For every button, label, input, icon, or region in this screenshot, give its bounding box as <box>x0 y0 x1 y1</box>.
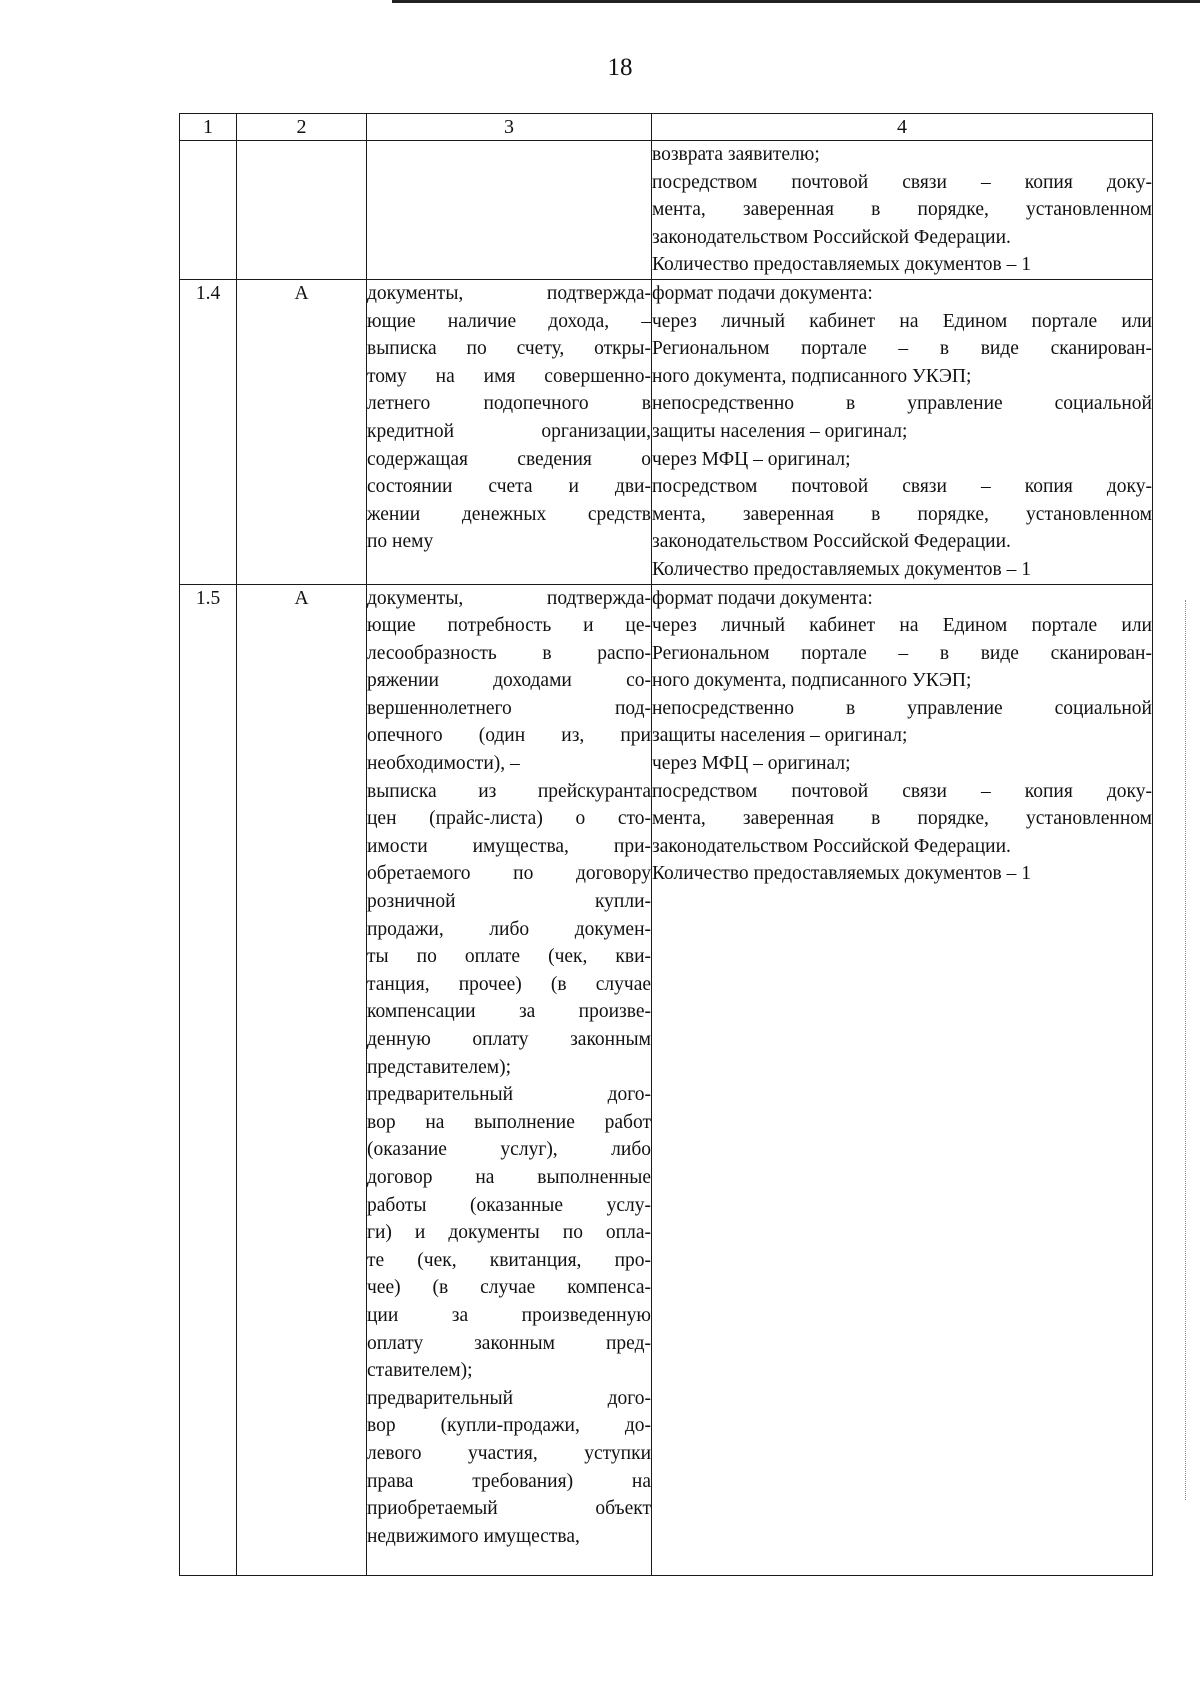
description-line: по нему <box>367 531 434 553</box>
row-number-cell <box>180 141 237 280</box>
document-description-cell <box>367 279 652 584</box>
submission-format-line: защиты населения – оригинал; <box>652 420 908 442</box>
description-line: предварительный дого- <box>367 1387 651 1409</box>
description-line: обретаемого по договору <box>367 863 651 885</box>
row-code-cell <box>237 141 367 280</box>
submission-format-line: мента, заверенная в порядке, установленном <box>652 808 1152 830</box>
description-line: компенсации за произве- <box>367 1001 651 1023</box>
submission-format-line: мента, заверенная в порядке, установленном <box>652 199 1152 221</box>
description-line: левого участия, уступки <box>367 1442 651 1464</box>
description-line: ставителем); <box>367 1360 473 1382</box>
description-line: представителем); <box>367 1056 512 1078</box>
submission-format-line: законодательством Российской Федерации. <box>652 226 1011 248</box>
submission-format-line: непосредственно в управление социальной <box>652 697 1152 719</box>
submission-format-line: через личный кабинет на Едином портале или <box>652 310 1152 332</box>
document-table <box>179 113 1153 1576</box>
description-line: (оказание услуг), либо <box>367 1139 651 1161</box>
submission-format-line: ного документа, подписанного УКЭП; <box>652 365 972 387</box>
column-header-4: 4 <box>652 114 1153 141</box>
description-line: ты по оплате (чек, кви- <box>367 946 651 968</box>
description-line: договор на выполненные <box>367 1166 651 1188</box>
description-line: имости имущества, при- <box>367 835 651 857</box>
submission-format-cell <box>652 141 1153 280</box>
description-line: те (чек, квитанция, про- <box>367 1249 651 1271</box>
description-line: жении денежных средств <box>367 503 651 525</box>
table-row <box>180 279 1153 584</box>
page-top-edge-line <box>392 0 1200 3</box>
description-line: приобретаемый объект <box>367 1498 651 1520</box>
page-number: 18 <box>607 54 633 81</box>
description-line: вор (купли-продажи, до- <box>367 1415 651 1437</box>
page-right-edge-line <box>1184 600 1186 1500</box>
table-body <box>180 141 1153 1576</box>
table-row <box>180 141 1153 280</box>
description-line: недвижимого имущества, <box>367 1525 580 1547</box>
description-line: предварительный дого- <box>367 1084 651 1106</box>
description-line: продажи, либо докумен- <box>367 918 651 940</box>
description-line: денную оплату законным <box>367 1029 651 1050</box>
description-line: выписка из прейскуранта <box>367 780 651 802</box>
description-line: необходимости), – <box>367 753 520 775</box>
submission-format-line: Региональном портале – в виде сканирован- <box>652 642 1152 664</box>
description-line: летнего подопечного в <box>367 393 651 415</box>
submission-format-line: ного документа, подписанного УКЭП; <box>652 670 972 692</box>
description-line: ряжении доходами со- <box>367 670 651 692</box>
description-line: ги) и документы по опла- <box>367 1222 651 1244</box>
submission-format-line: законодательством Российской Федерации. <box>652 835 1011 857</box>
description-line: лесообразность в распо- <box>367 642 651 664</box>
submission-format-line: Региональном портале – в виде сканирован- <box>652 338 1152 360</box>
description-line: выписка по счету, откры- <box>367 338 651 360</box>
description-line: тому на имя совершенно- <box>367 365 651 387</box>
description-line: танция, прочее) (в случае <box>367 973 651 995</box>
submission-format-line: через МФЦ – оригинал; <box>652 448 851 470</box>
submission-format-line: формат подачи документа: <box>652 282 873 304</box>
submission-format-line: через личный кабинет на Едином портале или <box>652 615 1152 637</box>
submission-format-line: непосредственно в управление социальной <box>652 393 1152 415</box>
row-code-cell: А <box>237 584 367 1575</box>
submission-format-line: посредством почтовой связи – копия доку- <box>652 171 1152 193</box>
description-line: работы (оказанные услу- <box>367 1194 651 1216</box>
submission-format-line: Количество предоставляемых документов – 1 <box>652 254 1031 276</box>
submission-format-line: через МФЦ – оригинал; <box>652 753 851 775</box>
submission-format-line: Количество предоставляемых документов – 1 <box>652 863 1031 885</box>
row-code-cell: А <box>237 279 367 584</box>
submission-format-line: посредством почтовой связи – копия доку- <box>652 476 1152 498</box>
description-line: чее) (в случае компенса- <box>367 1277 651 1299</box>
submission-format-line: возврата заявителю; <box>652 144 820 165</box>
submission-format-line: Количество предоставляемых документов – 1 <box>652 558 1031 580</box>
column-header-1: 1 <box>180 114 237 141</box>
description-line: права требования) на <box>367 1470 651 1492</box>
description-line: документы, подтвержда- <box>367 282 651 304</box>
description-line: вершеннолетнего под- <box>367 697 651 719</box>
column-header-2: 2 <box>237 114 367 141</box>
submission-format-line: мента, заверенная в порядке, установленном <box>652 503 1152 525</box>
document-description-cell <box>367 141 652 280</box>
description-line: оплату законным пред- <box>367 1332 651 1354</box>
description-line: состоянии счета и дви- <box>367 476 651 498</box>
description-line: ющие потребность и це- <box>367 615 651 637</box>
submission-format-cell <box>652 584 1153 1575</box>
description-line: вор на выполнение работ <box>367 1111 651 1133</box>
row-number-cell: 1.5 <box>180 584 237 1575</box>
table-header-row <box>180 114 1153 141</box>
column-header-3: 3 <box>367 114 652 141</box>
submission-format-line: формат подачи документа: <box>652 587 873 609</box>
description-line: цен (прайс-листа) о сто- <box>367 808 651 830</box>
description-line: опечного (один из, при <box>367 725 651 747</box>
description-line: ции за произведенную <box>367 1304 651 1326</box>
submission-format-cell <box>652 279 1153 584</box>
submission-format-line: защиты населения – оригинал; <box>652 725 908 747</box>
description-line: документы, подтвержда- <box>367 587 651 609</box>
row-number-cell: 1.4 <box>180 279 237 584</box>
submission-format-line: посредством почтовой связи – копия доку- <box>652 780 1152 802</box>
submission-format-line: законодательством Российской Федерации. <box>652 531 1011 553</box>
description-line: кредитной организации, <box>367 420 651 442</box>
description-line: розничной купли- <box>367 891 651 913</box>
table-row <box>180 584 1153 1575</box>
description-line: ющие наличие дохода, – <box>367 310 651 332</box>
document-description-cell <box>367 584 652 1575</box>
description-line: содержащая сведения о <box>367 448 651 470</box>
